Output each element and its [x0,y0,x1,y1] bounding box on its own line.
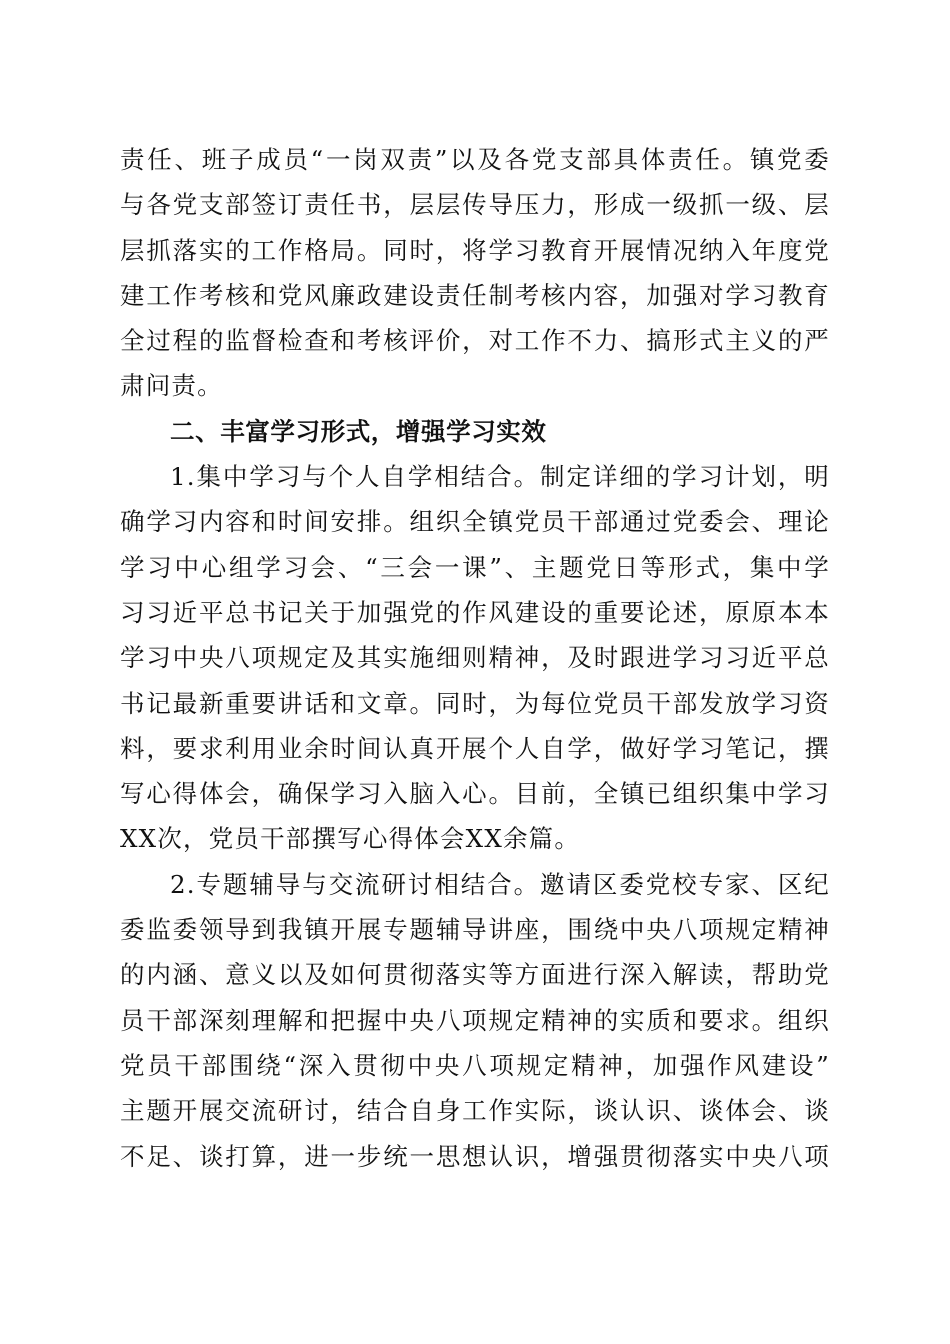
section-heading: 二、丰富学习形式，增强学习实效 [170,416,547,446]
paragraph-line: 肃问责。 [120,371,223,401]
paragraph-line: 主题开展交流研讨，结合自身工作实际，谈认识、谈体会、谈 [120,1096,830,1126]
paragraph-line: 不足、谈打算，进一步统一思想认识，增强贯彻落实中央八项 [120,1141,830,1171]
paragraph-line: 写心得体会，确保学习入脑入心。目前，全镇已组织集中学习 [120,779,830,809]
paragraph-line: 委监委领导到我镇开展专题辅导讲座，围绕中央八项规定精神 [120,915,830,945]
paragraph-first-line: 2.专题辅导与交流研讨相结合。邀请区委党校专家、区纪 [170,869,830,899]
paragraph-line: 与各党支部签订责任书，层层传导压力，形成一级抓一级、层 [120,190,830,220]
paragraph-line: XX次，党员干部撰写心得体会XX余篇。 [120,824,581,854]
paragraph-line: 责任、班子成员“一岗双责”以及各党支部具体责任。镇党委 [120,145,830,174]
paragraph-line: 料，要求利用业余时间认真开展个人自学，做好学习笔记，撰 [120,733,830,763]
paragraph-line: 的内涵、意义以及如何贯彻落实等方面进行深入解读，帮助党 [120,960,830,990]
paragraph-line: 员干部深刻理解和把握中央八项规定精神的实质和要求。组织 [120,1005,830,1035]
paragraph-line: 建工作考核和党风廉政建设责任制考核内容，加强对学习教育 [120,280,830,310]
paragraph-line: 学习中心组学习会、“三会一课”、主题党日等形式，集中学 [120,552,830,582]
paragraph-line: 确学习内容和时间安排。组织全镇党员干部通过党委会、理论 [120,507,830,537]
paragraph-line: 层抓落实的工作格局。同时，将学习教育开展情况纳入年度党 [120,235,830,265]
paragraph-line: 习习近平总书记关于加强党的作风建设的重要论述，原原本本 [120,597,830,627]
paragraph-line: 全过程的监督检查和考核评价，对工作不力、搞形式主义的严 [120,326,830,356]
paragraph-line: 党员干部围绕“深入贯彻中央八项规定精神，加强作风建设” [120,1050,830,1080]
paragraph-line: 学习中央八项规定及其实施细则精神，及时跟进学习习近平总 [120,643,830,673]
paragraph-line: 书记最新重要讲话和文章。同时，为每位党员干部发放学习资 [120,688,830,718]
paragraph-first-line: 1.集中学习与个人自学相结合。制定详细的学习计划，明 [170,462,830,492]
document-body [120,137,830,1179]
